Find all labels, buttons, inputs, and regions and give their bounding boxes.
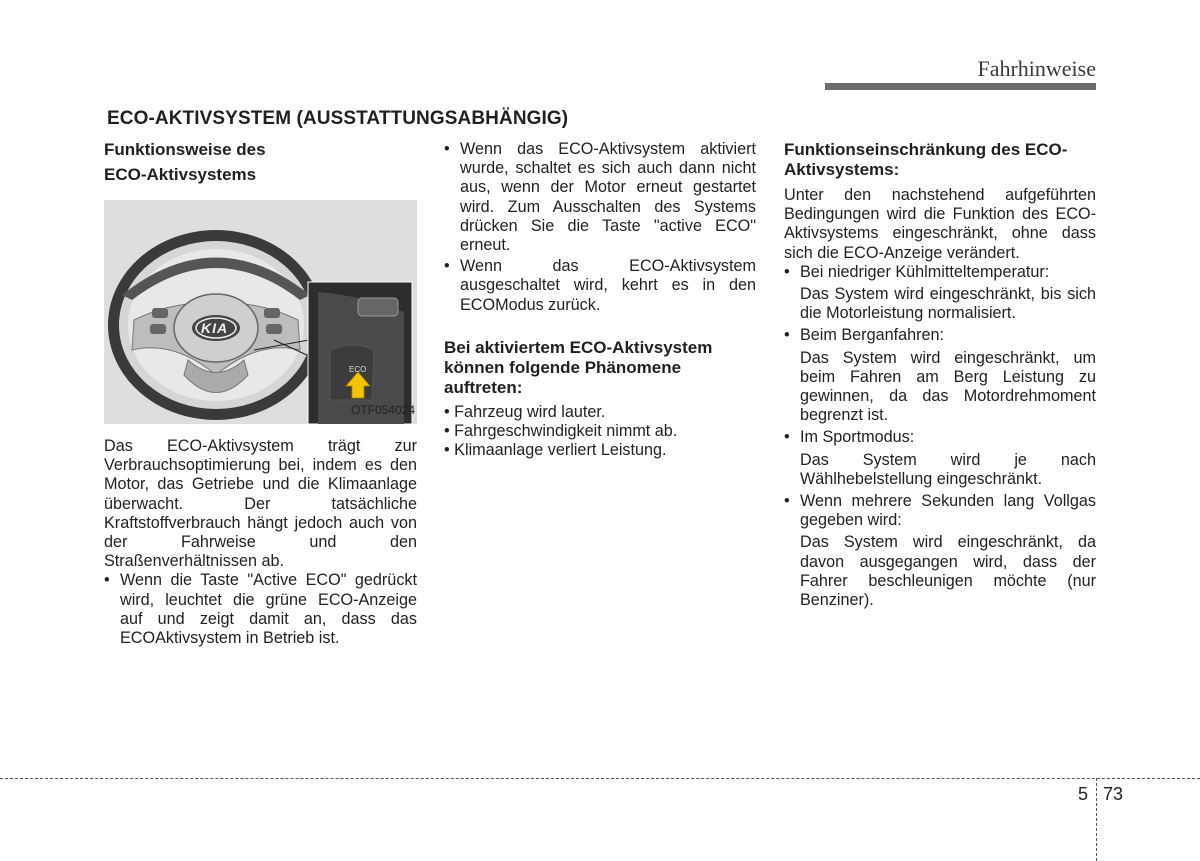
steering-wheel-illustration [104,200,417,424]
col3-bullet-4-sub: Das System wird eingeschränkt, da davon ausgegangen wird, dass der Fahrer beschleunigen möchte (nur Benziner). [800,533,1096,610]
list-item: • Fahrgeschwindigkeit nimmt ab. [444,422,678,441]
col3-bullet-4-text: Wenn mehrere Sekunden lang Vollgas gegeben wird: [800,492,1096,530]
footer-vertical-divider [1096,778,1097,861]
column-1 [104,140,417,648]
col3-bullet-3-sub: Das System wird je nach Wählhebelstellung eingeschränkt. [800,450,1096,488]
col2-bullet-1-text: Wenn das ECO-Aktivsystem aktiviert wurde, schaltet es sich auch dann nicht aus, wenn der Motor erneut gestartet wird. Zum Ausschalten des Systems drücken Sie die Taste "active ECO" erneut. [460,140,756,255]
col3-bullet-2-text: Beim Berganfahren: [800,326,944,345]
bullet-dot-icon: • [444,257,450,276]
col1-bullet-text: Wenn die Taste "Active ECO" gedrückt wird, leuchtet die grüne ECO-Anzeige auf und zeigt damit an, dass das ECOAktivsystem in Betrieb ist. [120,571,417,648]
col3-bullet-3 [784,428,1096,447]
bullet-dot-icon: • [104,571,110,590]
col2-heading: Bei aktiviertem ECO-Aktivsystem können folgende Phänomene auftreten: [444,337,713,397]
col1-heading-line1: Funktionsweise des [104,140,266,159]
col1-paragraph: Das ECO-Aktivsystem trägt zur Verbrauchsoptimierung bei, indem es den Motor, das Getriebe und die Klimaanlage überwacht. Der tatsächliche Kraftstoffverbrauch hängt jedoch auch von der Fahrweise und den Straßenverhältnissen ab. [104,437,417,571]
col1-bullet [104,571,417,648]
col1-heading-line2: ECO-Aktivsystems [104,165,257,184]
list-item: • Fahrzeug wird lauter. [444,402,606,421]
col3-bullet-1 [784,263,1096,282]
steering-wheel-figure [104,200,417,424]
col2-bullet-1 [444,140,756,255]
bullet-dot-icon: • [784,262,790,281]
col3-bullet-1-text: Bei niedriger Kühlmitteltemperatur: [800,262,1050,281]
page-number: 73 [1103,784,1124,804]
figure-code: OTF054024 [350,402,415,417]
col3-intro: Unter den nachstehend aufgeführten Bedingungen wird die Funktion des ECO-Aktivsystems eingeschränkt, ohne dass sich die ECO-Anzeige verändert. [784,186,1096,262]
header-bar [825,83,1096,90]
list-item: • Klimaanlage verliert Leistung. [444,441,667,460]
chapter-number: 5 [1078,784,1089,804]
col2-bullet-2 [444,257,756,315]
col2-list [444,403,756,461]
kia-logo-text: KIA [201,320,229,336]
running-header-title: Fahrhinweise [977,56,1096,81]
section-title: ECO-AKTIVSYSTEM (AUSSTATTUNGSABHÄNGIG) [107,108,569,129]
col3-bullet-2 [784,326,1096,345]
bullet-dot-icon: • [784,428,790,447]
footer-divider [0,778,1200,779]
column-2 [444,140,756,460]
bullet-dot-icon: • [444,140,450,158]
bullet-dot-icon: • [784,326,790,345]
col3-heading: Funktionseinschränkung des ECO-Aktivsystems: [784,140,1068,179]
col3-bullet-4 [784,492,1096,530]
column-3 [784,140,1096,610]
bullet-dot-icon: • [784,492,790,511]
col3-bullet-2-sub: Das System wird eingeschränkt, um beim Fahren am Berg Leistung zu gewinnen, da das Motordrehmoment begrenzt ist. [800,348,1096,425]
eco-button-label: ECO [349,365,367,374]
col2-bullet-2-text: Wenn das ECO-Aktivsystem ausgeschaltet wird, kehrt es in den ECOModus zurück. [460,257,756,314]
col3-bullet-3-text: Im Sportmodus: [800,428,915,447]
col3-bullet-1-sub: Das System wird eingeschränkt, bis sich die Motorleistung normalisiert. [800,285,1096,323]
